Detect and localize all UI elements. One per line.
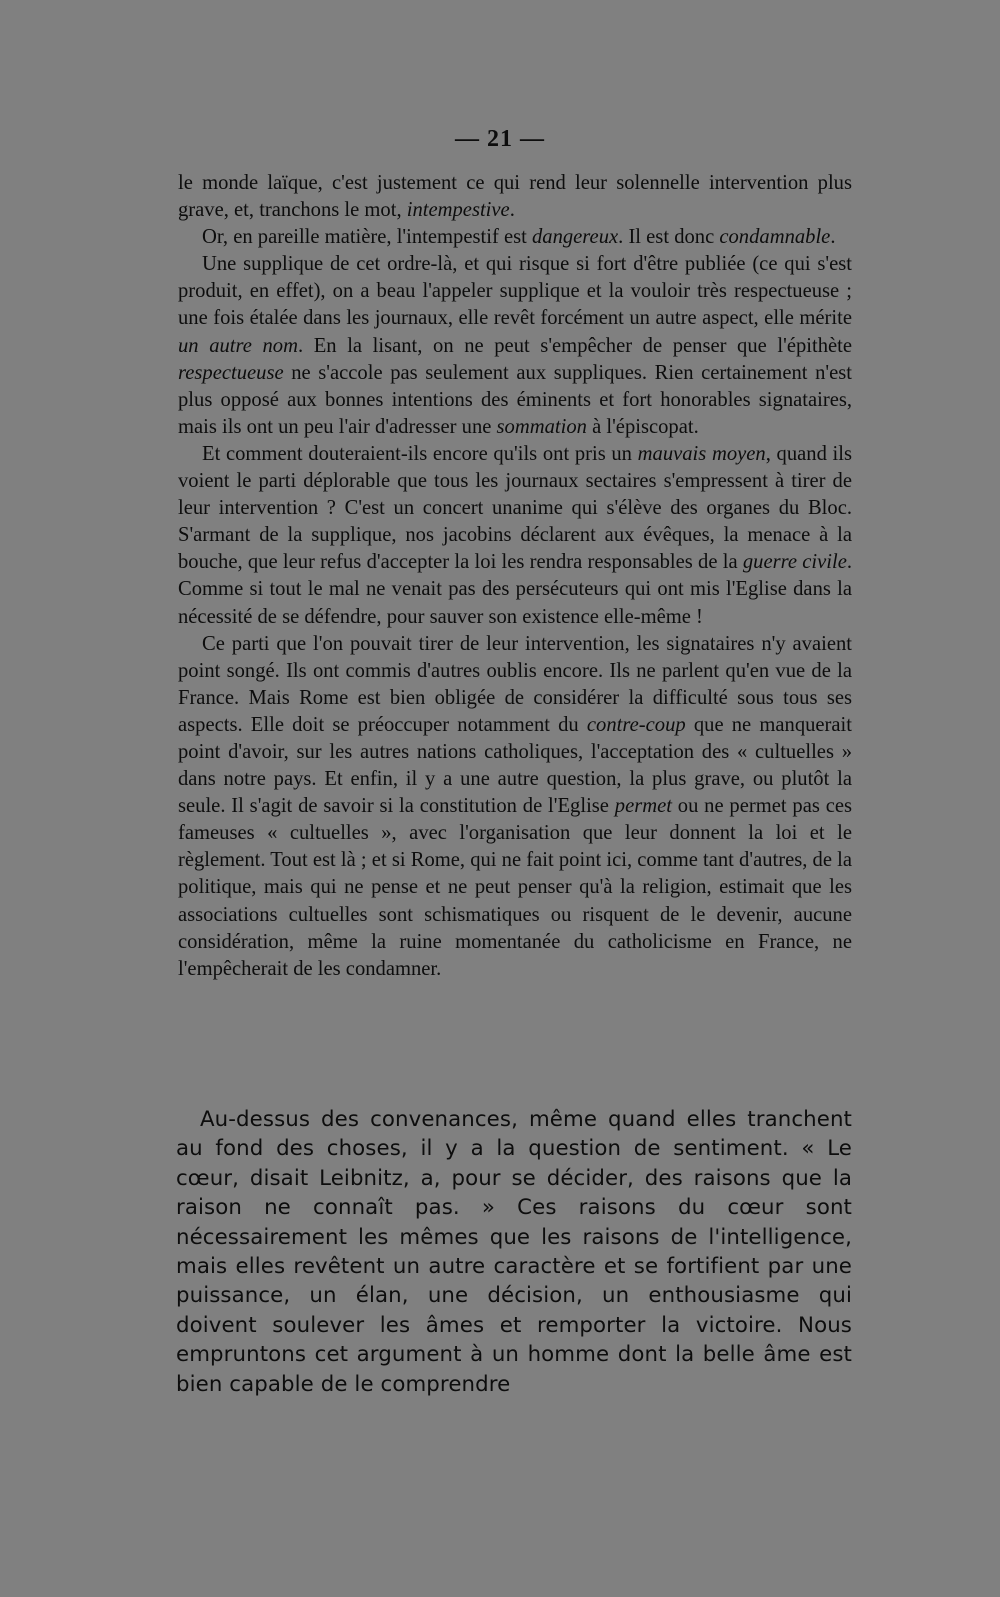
italic-run: contre-coup xyxy=(586,713,686,736)
italic-run: permet xyxy=(614,795,672,818)
text-run: à l'épiscopat. xyxy=(586,415,699,438)
text-run: . Il est donc xyxy=(618,226,720,249)
text-run: Une supplique de cet ordre-là, et qui risque si fort d'être publiée (ce qui s'est produit, en effet), on a beau l'appeler supplique et la vouloir très respectueuse ; une fois étalée dans les journaux, elle revêt forcément un autre aspect, elle mérite xyxy=(178,253,852,330)
paragraph xyxy=(178,224,852,251)
text-run: , quand ils voient le parti déplorable que tous les journaux sectaires s'empressent à tirer de leur intervention ? C'est un concert unanime qui s'élève des organes du Bloc. S'armant de la supplique, nos jacobins déclarent aux évêques, la menace à la bouche, que leur refus d'accepter la loi les rendra responsables de la xyxy=(178,442,852,574)
text-run: le monde laïque, c'est justement ce qui rend leur solennelle intervention plus grave, et, tranchons le mot, xyxy=(178,172,852,222)
italic-run: mauvais moyen xyxy=(637,442,766,465)
italic-run: condamnable xyxy=(719,226,831,249)
text-run: . xyxy=(509,199,515,222)
text-run: . En la lisant, on ne peut s'empêcher de penser que l'épithète xyxy=(297,334,852,357)
quoted-passage xyxy=(176,1105,852,1399)
italic-run: guerre civile xyxy=(742,551,847,574)
italic-run: sommation xyxy=(496,415,587,438)
text-run: . xyxy=(830,226,836,249)
paragraph xyxy=(178,441,852,631)
italic-run: respectueuse xyxy=(178,361,284,384)
text-run: Et comment douteraient-ils encore qu'ils ont pris un xyxy=(202,442,638,465)
page-number: — 21 — xyxy=(455,126,545,152)
paragraph xyxy=(178,251,852,441)
italic-run: dangereux xyxy=(531,226,619,249)
quote-paragraph: Au-dessus des convenances, même quand elles tranchent au fond des choses, il y a la question de sentiment. « Le cœur, disait Leibnitz, a, pour se décider, des raisons que la raison ne connaît pas. » Ces raisons du cœur sont nécessairement les mêmes que les raisons de l'intelligence, mais elles revêtent un autre caractère et se fortifient par une puissance, un élan, une décision, un enthousiasme qui doivent soulever les âmes et remporter la victoire. Nous empruntons cet argument à un homme dont la belle âme est bien capable de le comprendre xyxy=(176,1107,852,1397)
text-run: . Comme si tout le mal ne venait pas des persécuteurs qui ont mis l'Eglise dans la nécessité de se défendre, pour sauver son existence elle-même ! xyxy=(178,551,852,628)
paragraph xyxy=(178,170,852,224)
italic-run: un autre nom xyxy=(178,334,298,357)
text-run: ou ne permet pas ces fameuses « cultuelles », avec l'organisation que leur donnent la loi et le règlement. Tout est là ; et si Rome, qui ne fait point ici, comme tant d'autres, de la politique, mais qui ne pense et ne peut penser qu'à la religion, estimait que les associations cultuelles sont schismatiques ou risquent de le devenir, aucune considération, même la ruine momentanée du catholicisme en France, ne l'empêcherait de les condamner. xyxy=(178,795,852,980)
text-run: Ce parti que l'on pouvait tirer de leur intervention, les signataires n'y avaient point songé. Ils ont commis d'autres oublis encore. Ils ne parlent qu'en vue de la France. Mais Rome est bien obligée de considérer la difficulté sous tous ses aspects. Elle doit se préoccuper notamment du xyxy=(178,632,852,736)
paragraph xyxy=(178,631,852,983)
text-run: que ne manquerait point d'avoir, sur les autres nations catholiques, l'acceptation des « cultuelles » dans notre pays. Et enfin, il y a une autre question, la plus grave, ou plutôt la seule. Il s'agit de savoir si la constitution de l'Eglise xyxy=(178,713,853,818)
article-body xyxy=(178,170,852,983)
text-run: ne s'accole pas seulement aux suppliques. Rien certainement n'est plus opposé aux bonnes intentions des éminents et fort honorables signataires, mais ils ont un peu l'air d'adresser une xyxy=(178,361,852,438)
text-run: Or, en pareille matière, l'intempestif est xyxy=(202,226,532,249)
italic-run: intempestive xyxy=(406,199,510,222)
